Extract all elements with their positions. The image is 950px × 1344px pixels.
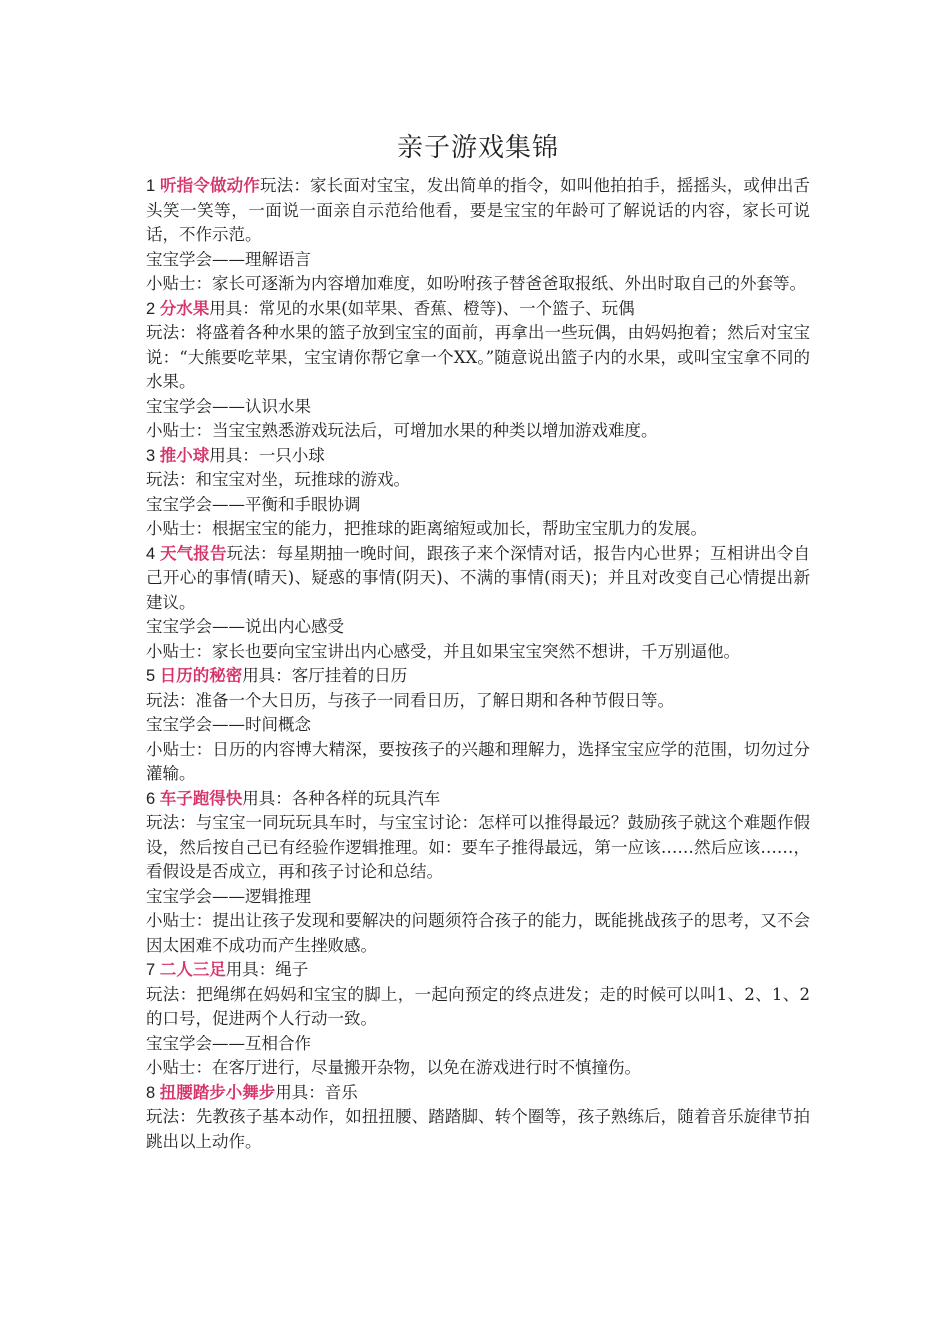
game-play: 玩法：家长面对宝宝，发出简单的指令，如叫他拍拍手，摇摇头，或伸出舌头笑一笑等，一面说一面亲自示范给他看，要是宝宝的年龄可了解说话的内容，家长可说话，不作示范。 (146, 176, 811, 244)
game-heading (146, 174, 810, 248)
game-name: 听指令做动作 (159, 176, 260, 195)
game-name: 推小球 (159, 445, 210, 465)
game-number: 5 (146, 667, 160, 685)
game-name: 车子跑得快 (159, 788, 243, 808)
game-play: 玩法：将盛着各种水果的篮子放到宝宝的面前，再拿出一些玩偶，由妈妈抱着；然后对宝宝说：“大熊要吃苹果，宝宝请你帮它拿一个XX。”随意说出篮子内的水果，或叫宝宝拿不同的水果。 (146, 323, 810, 391)
game-name: 二人三足 (159, 960, 226, 979)
game-play: 玩法：准备一个大日历，与孩子一同看日历，了解日期和各种节假日等。 (146, 690, 674, 710)
game-play: 玩法：与宝宝一同玩玩具车时，与宝宝讨论：怎样可以推得最远？鼓励孩子就这个难题作假设，然后按自己已有经验作逻辑推理。如：要车子推得最远，第一应该……然后应该……，看假设是否成立，再和孩子讨论和总结。 (146, 813, 810, 881)
game-entry (146, 664, 810, 787)
game-entry (146, 174, 810, 297)
game-play: 玩法：先教孩子基本动作，如扭扭腰、踏踏脚、转个圈等，孩子熟练后，随着音乐旋律节拍跳出以上动作。 (146, 1107, 810, 1151)
document (146, 128, 810, 1154)
game-play: 玩法：和宝宝对坐，玩推球的游戏。 (146, 470, 410, 489)
game-list (146, 174, 810, 1154)
game-entry (146, 958, 810, 1081)
game-number: 6 (146, 789, 160, 808)
game-learn: 宝宝学会——理解语言 (146, 249, 311, 269)
game-number: 3 (146, 446, 160, 465)
game-tip: 小贴士：家长也要向宝宝讲出内心感受，并且如果宝宝突然不想讲，千万别逼他。 (146, 641, 740, 661)
game-play: 玩法：每星期抽一晚时间，跟孩子来个深情对话，报告内心世界；互相讲出令自己开心的事情(晴天)、疑惑的事情(阴天)、不满的事情(雨天)；并且对改变自己心情提出新建议。 (146, 543, 811, 612)
game-entry (146, 1081, 810, 1155)
game-tools: 用具：一只小球 (209, 445, 325, 465)
game-number: 8 (146, 1083, 160, 1102)
game-play: 玩法：把绳绑在妈妈和宝宝的脚上，一起向预定的终点进发；走的时候可以叫1、2、1、2的口号，促进两个人行动一致。 (146, 984, 810, 1028)
document-title: 亲子游戏集锦 (396, 133, 559, 163)
game-learn: 宝宝学会——认识水果 (146, 396, 311, 416)
game-learn: 宝宝学会——逻辑推理 (146, 886, 311, 906)
game-entry (146, 297, 810, 444)
game-number: 4 (146, 544, 160, 563)
game-name: 天气报告 (159, 543, 227, 563)
game-tip: 小贴士：当宝宝熟悉游戏玩法后，可增加水果的种类以增加游戏难度。 (146, 421, 658, 440)
game-tip: 小贴士：家长可逐渐为内容增加难度，如吩咐孩子替爸爸取报纸、外出时取自己的外套等。 (146, 274, 806, 293)
game-tip: 小贴士：提出让孩子发现和要解决的问题须符合孩子的能力，既能挑战孩子的思考，又不会因太困难不成功而产生挫败感。 (146, 911, 810, 955)
game-name: 扭腰踏步小舞步 (159, 1082, 276, 1102)
game-heading (146, 542, 810, 616)
game-heading (146, 664, 810, 689)
game-number: 1 (146, 177, 160, 195)
game-learn: 宝宝学会——时间概念 (146, 715, 311, 734)
game-tools: 用具：各种各样的玩具汽车 (242, 788, 441, 808)
game-heading (146, 444, 810, 469)
game-name: 日历的秘密 (159, 666, 243, 685)
game-learn: 宝宝学会——说出内心感受 (146, 617, 344, 636)
game-entry (146, 787, 810, 959)
game-tools: 用具：音乐 (275, 1082, 358, 1102)
game-tip: 小贴士：根据宝宝的能力，把推球的距离缩短或加长，帮助宝宝肌力的发展。 (146, 519, 707, 538)
game-tip: 小贴士：日历的内容博大精深，要按孩子的兴趣和理解力，选择宝宝应学的范围，切勿过分灌输。 (146, 739, 810, 783)
game-heading (146, 297, 810, 322)
game-entry (146, 444, 810, 542)
game-tools: 用具：客厅挂着的日历 (242, 666, 408, 685)
game-learn: 宝宝学会——平衡和手眼协调 (146, 494, 361, 514)
game-name: 分水果 (159, 298, 210, 318)
game-number: 7 (146, 961, 160, 979)
game-entry (146, 542, 810, 665)
game-tip: 小贴士：在客厅进行，尽量搬开杂物，以免在游戏进行时不慎撞伤。 (146, 1058, 641, 1077)
game-learn: 宝宝学会——互相合作 (146, 1033, 311, 1053)
game-heading (146, 1081, 810, 1106)
game-tools: 用具：常见的水果(如苹果、香蕉、橙等)、一个篮子、玩偶 (209, 298, 635, 318)
game-heading (146, 958, 810, 983)
game-heading (146, 787, 810, 812)
game-number: 2 (146, 299, 160, 318)
game-tools: 用具：绳子 (225, 960, 309, 979)
